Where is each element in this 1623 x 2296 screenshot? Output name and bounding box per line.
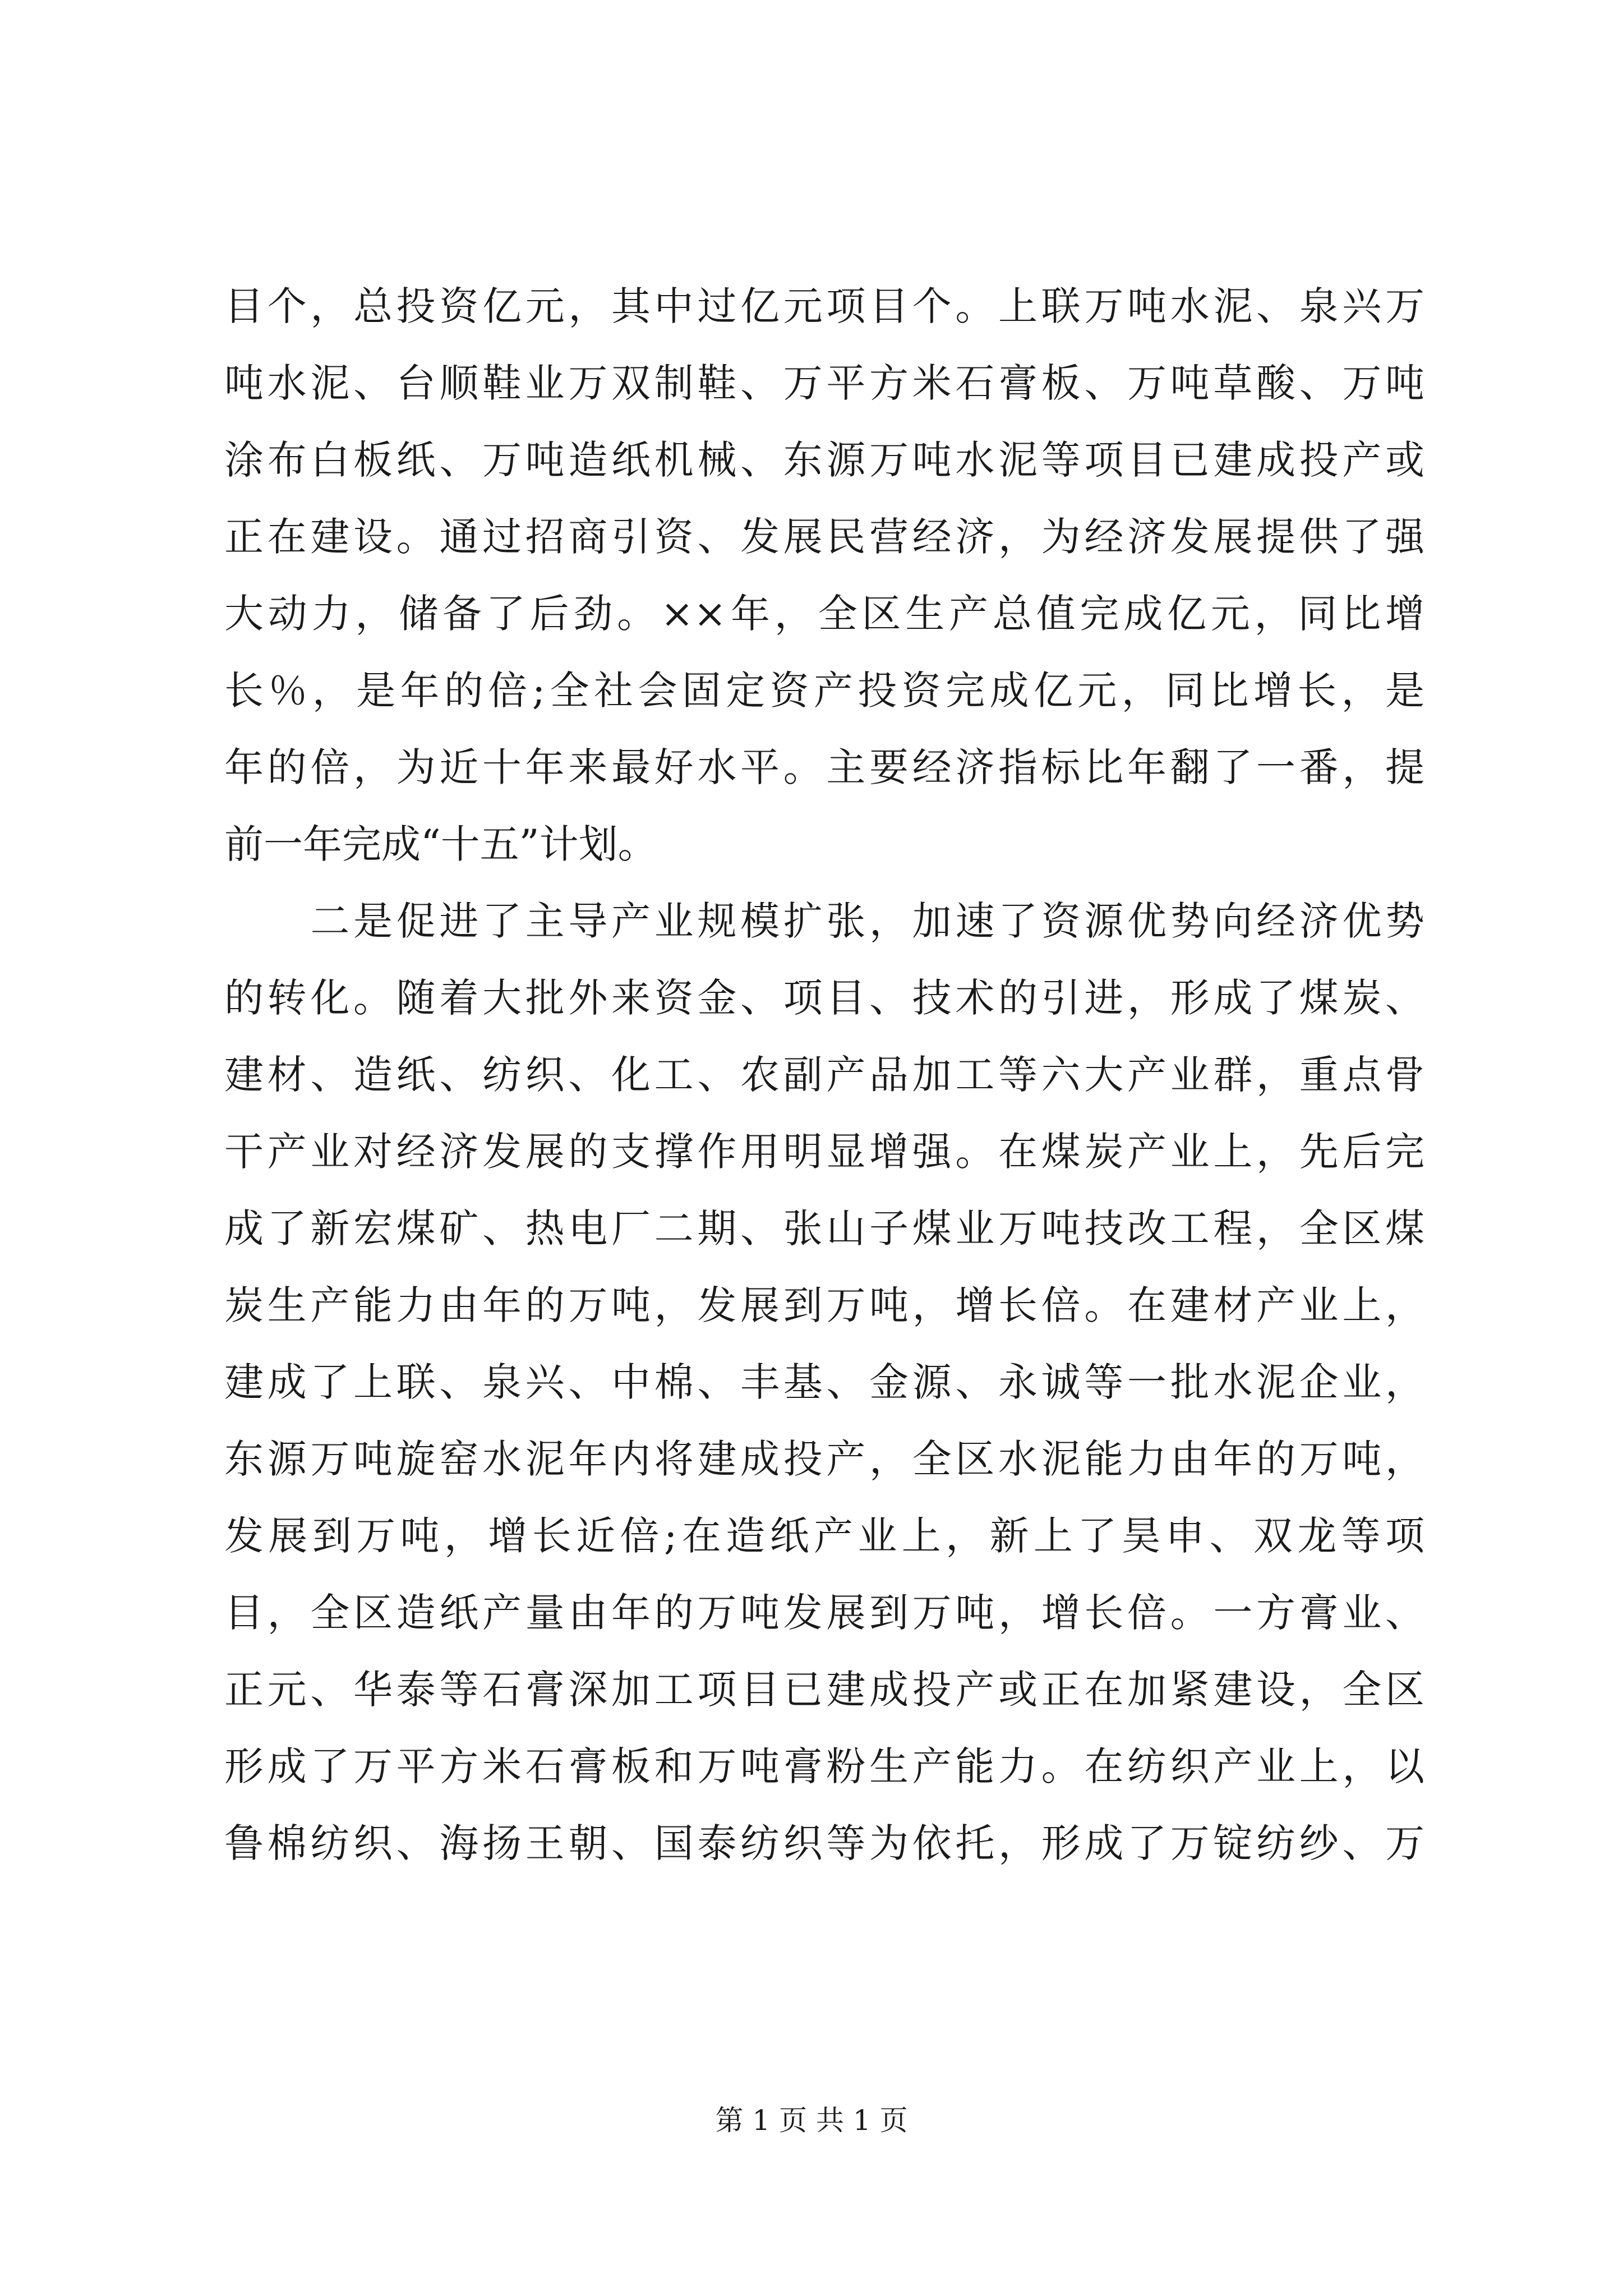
- text-line: 二是促进了主导产业规模扩张，加速了资源优势向经济优势: [224, 898, 1424, 944]
- text-line: 发展到万吨，增长近倍;在造纸产业上，新上了昊申、双龙等项: [224, 1513, 1424, 1559]
- text-line: 目个，总投资亿元，其中过亿元项目个。上联万吨水泥、泉兴万: [224, 283, 1424, 329]
- text-line: 吨水泥、台顺鞋业万双制鞋、万平方米石膏板、万吨草酸、万吨: [224, 360, 1424, 406]
- text-line: 前一年完成“十五”计划。: [224, 821, 657, 867]
- text-line: 年的倍，为近十年来最好水平。主要经济指标比年翻了一番，提: [224, 744, 1424, 790]
- text-line: 东源万吨旋窑水泥年内将建成投产，全区水泥能力由年的万吨，: [224, 1436, 1424, 1482]
- text-line: 建成了上联、泉兴、中棉、丰基、金源、永诚等一批水泥企业，: [224, 1359, 1424, 1405]
- text-line: 长％，是年的倍;全社会固定资产投资完成亿元，同比增长，是: [224, 668, 1424, 714]
- text-line: 形成了万平方米石膏板和万吨膏粉生产能力。在纺织产业上，以: [224, 1743, 1424, 1789]
- text-line: 成了新宏煤矿、热电厂二期、张山子煤业万吨技改工程，全区煤: [224, 1205, 1424, 1251]
- page-footer: 第 1 页 共 1 页: [715, 2104, 908, 2137]
- text-line: 炭生产能力由年的万吨，发展到万吨，增长倍。在建材产业上，: [224, 1282, 1424, 1328]
- text-line: 正元、华泰等石膏深加工项目已建成投产或正在加紧建设，全区: [224, 1667, 1424, 1713]
- text-line: 大动力，储备了后劲。××年，全区生产总值完成亿元，同比增: [224, 591, 1424, 637]
- text-line: 正在建设。通过招商引资、发展民营经济，为经济发展提供了强: [224, 514, 1424, 560]
- text-line: 干产业对经济发展的支撑作用明显增强。在煤炭产业上，先后完: [224, 1129, 1424, 1175]
- text-line: 鲁棉纺织、海扬王朝、国泰纺织等为依托，形成了万锭纺纱、万: [224, 1820, 1424, 1866]
- text-line: 建材、造纸、纺织、化工、农副产品加工等六大产业群，重点骨: [224, 1052, 1424, 1098]
- text-line: 目，全区造纸产量由年的万吨发展到万吨，增长倍。一方膏业、: [224, 1590, 1424, 1636]
- text-line: 涂布白板纸、万吨造纸机械、东源万吨水泥等项目已建成投产或: [224, 437, 1424, 483]
- body-text: [224, 268, 1424, 1882]
- text-line: 的转化。随着大批外来资金、项目、技术的引进，形成了煤炭、: [224, 975, 1424, 1021]
